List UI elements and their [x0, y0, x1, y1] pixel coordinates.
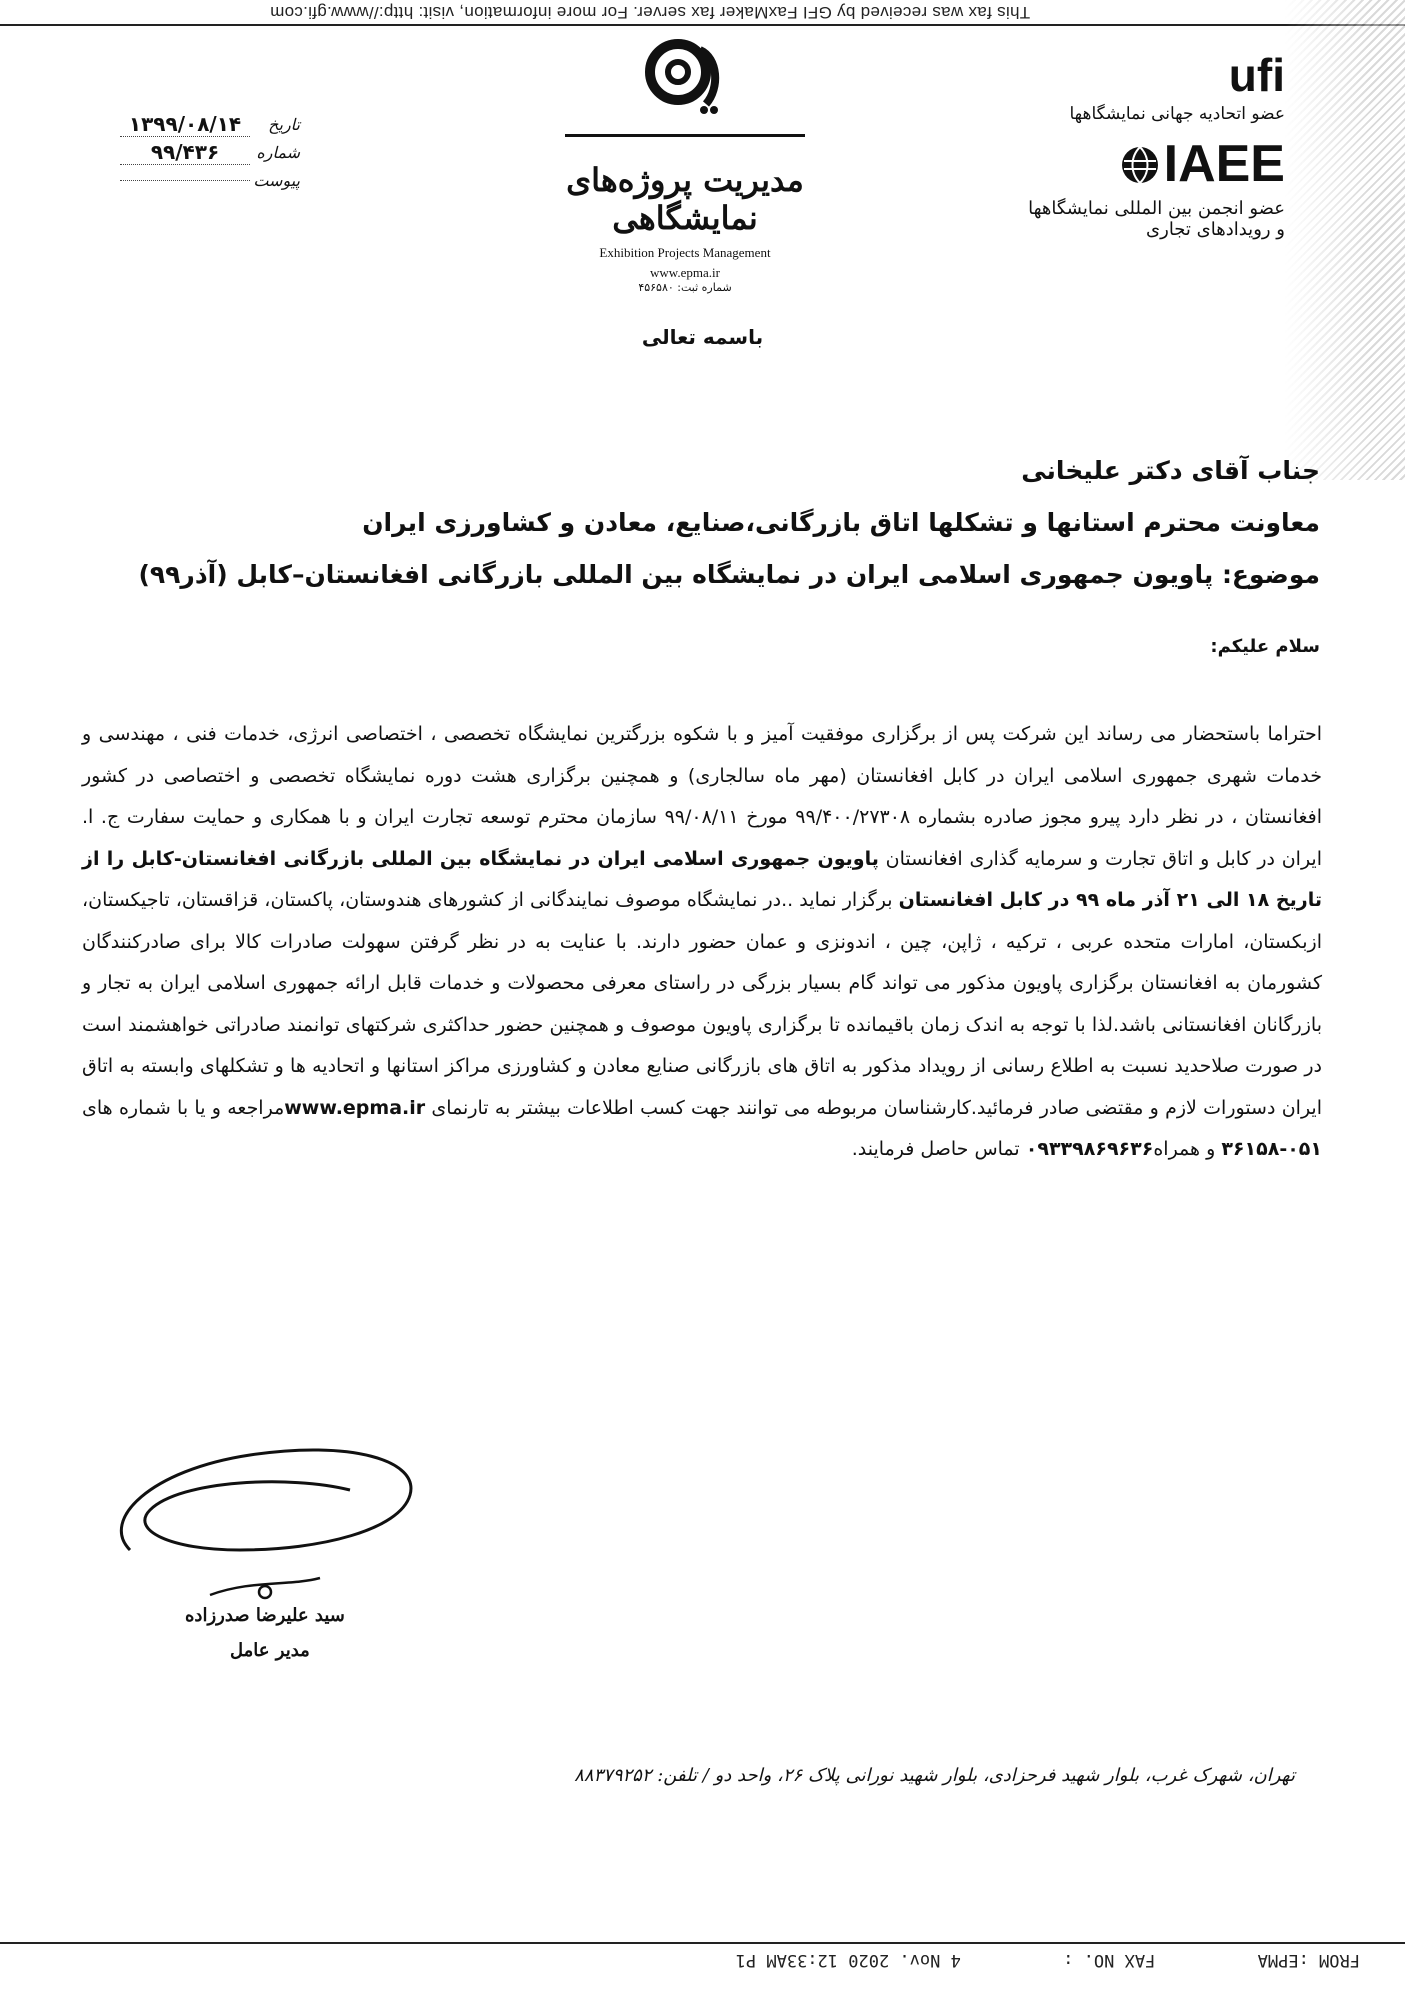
company-website: www.epma.ir	[650, 265, 720, 280]
attachment-row	[60, 166, 300, 194]
bismillah: باسمه تعالی	[641, 325, 764, 349]
company-name-en: Exhibition Projects Management	[599, 245, 771, 260]
date-label: تاریخ	[268, 114, 300, 134]
scan-edge-hatch	[1285, 0, 1405, 480]
number-value: ۹۹/۴۳۶	[120, 140, 250, 165]
number-label: شماره	[256, 142, 300, 162]
number-row	[60, 138, 300, 166]
letter-body	[82, 714, 1322, 1171]
body-part-4: و همراه	[1153, 1138, 1216, 1160]
signatory-title: مدیر عامل	[230, 1640, 310, 1661]
attachment-label: پیوست	[253, 170, 300, 190]
letter-meta	[60, 110, 300, 194]
membership-logos	[1025, 48, 1285, 240]
iaee-logo	[1025, 134, 1285, 194]
epma-mark-icon	[640, 30, 730, 120]
body-part-1: احتراما باستحضار می رساند این شرکت پس از برگزاری موفقیت آمیز و با شکوه بزرگترین نمایشگاه تخصصی ، اختصاصی انرژی، خدمات فنی ، مهندسی و خدمات شهری جمهوری اسلامی ایران در کابل افغانستان (مهر ماه سالجاری) و همچنین برگزاری هشت دوره نمایشگاه تخصصی و اختصاصی در کشور افغانستان ، در نظر دارد پیرو مجوز صادره بشماره ۹۹/۴۰۰/۲۷۳۰۸ مورخ ۹۹/۰۸/۱۱ سازمان محترم توسعه تجارت ایران و با همکاری و حمایت سفارت ج. ا. ایران در کابل و اتاق تجارت و سرمایه گذاری افغانستان	[82, 723, 1323, 870]
body-part-3: مراجعه و یا با شماره های	[82, 1096, 285, 1119]
logo-rule	[565, 134, 805, 137]
greeting: سلام علیکم:	[1210, 636, 1320, 657]
iaee-text: IAEE	[1163, 135, 1285, 193]
fax-footer-rule	[0, 1942, 1405, 1944]
addressee-block	[138, 445, 1320, 601]
company-name-fa: مدیریت پروژه‌های نمایشگاهی	[566, 161, 804, 237]
fax-footer: FROM :EPMA FAX NO. : 4 Nov. 2020 12:33AM P1	[735, 1950, 1360, 1970]
iaee-caption: عضو انجمن بین المللی نمایشگاهها و رویدادهای تجاری	[1028, 198, 1285, 240]
globe-icon	[1120, 145, 1160, 185]
body-part-2: برگزار نماید ..در نمایشگاه موصوف نمایندگانی از کشورهای هندوستان، پاکستان، قزاقستان، تاجیکستان، ازبکستان، امارات متحده عربی ، ترکیه ، ژاپن، چین ، اندونزی و عمان حضور دارند. با عنایت به در نظر گرفتن سهولت صادرات کالا برای صادرکنندگان کشورمان به افغانستان برگزاری پاویون مذکور می تواند گام بسیار بزرگی در راستای معرفی محصولات و خدمات قابل ارائه جمهوری اسلامی ایران به تجار و بازرگانان افغانستانی باشد.لذا با توجه به اندک زمان باقیمانده تا برگزاری پاویون موصوف و همچنین حضور حداکثری شرکتهای توانمند صادراتی خواهشمند است در صورت صلاحدید نسبت به اطلاع رسانی از رویداد مذکور به اتاق های بازرگانی صنایع معادن و کشاورزی مراکز استانها و اتحادیه ها و تشکلهای وابسته به اتاق ایران دستورات لازم و مقتضی صادر فرمائید.کارشناسان مربوطه می توانند جهت کسب اطلاعات بیشتر به تارنمای	[82, 889, 1322, 1119]
body-bold-pavilion: پاویون جمهوری اسلامی ایران در نمایشگاه بین المللی بازرگانی افغانستان-کابل را از تاریخ ۱۸ الی ۲۱ آذر ماه ۹۹ در کابل افغانستان	[82, 847, 1322, 911]
date-row	[60, 110, 300, 138]
body-phone-2: ۰۹۳۳۹۸۶۹۶۳۶	[1025, 1138, 1154, 1160]
company-logo	[555, 30, 815, 294]
signature-scribble	[90, 1400, 450, 1620]
attachment-value	[120, 180, 250, 181]
company-address: تهران، شهرک غرب، بلوار شهید فرحزادی، بلوار شهید نورانی پلاک ۲۶، واحد دو / تلفن: ۸۸۳۷۹۲۵۲	[574, 1765, 1295, 1786]
ufi-logo: ufi	[1228, 49, 1285, 101]
body-part-5: تماس حاصل فرمایند.	[851, 1138, 1020, 1160]
company-registration: شماره ثبت: ۴۵۶۵۸۰	[638, 281, 732, 294]
date-value: ۱۳۹۹/۰۸/۱۴	[120, 112, 250, 137]
signatory-name: سید علیرضا صدرزاده	[185, 1605, 345, 1626]
body-phone-1: ۰۵۱-۳۶۱۵۸	[1221, 1138, 1322, 1160]
letter-subject: موضوع: پاویون جمهوری اسلامی ایران در نمایشگاه بین المللی بازرگانی افغانستان–کابل (آذر۹۹)	[138, 560, 1320, 589]
addressee-position: معاونت محترم استانها و تشکلها اتاق بازرگانی،صنایع، معادن و کشاورزی ایران	[362, 508, 1320, 537]
ufi-caption: عضو اتحادیه جهانی نمایشگاهها	[1069, 104, 1285, 124]
fax-header: This fax was received by GFI FaxMaker fax server. For more information, visit: http://www.gfi.com	[269, 3, 1031, 22]
body-website: www.epma.ir	[284, 1096, 426, 1119]
fax-header-rule	[0, 24, 1405, 26]
addressee-name: جناب آقای دکتر علیخانی	[1021, 456, 1320, 485]
